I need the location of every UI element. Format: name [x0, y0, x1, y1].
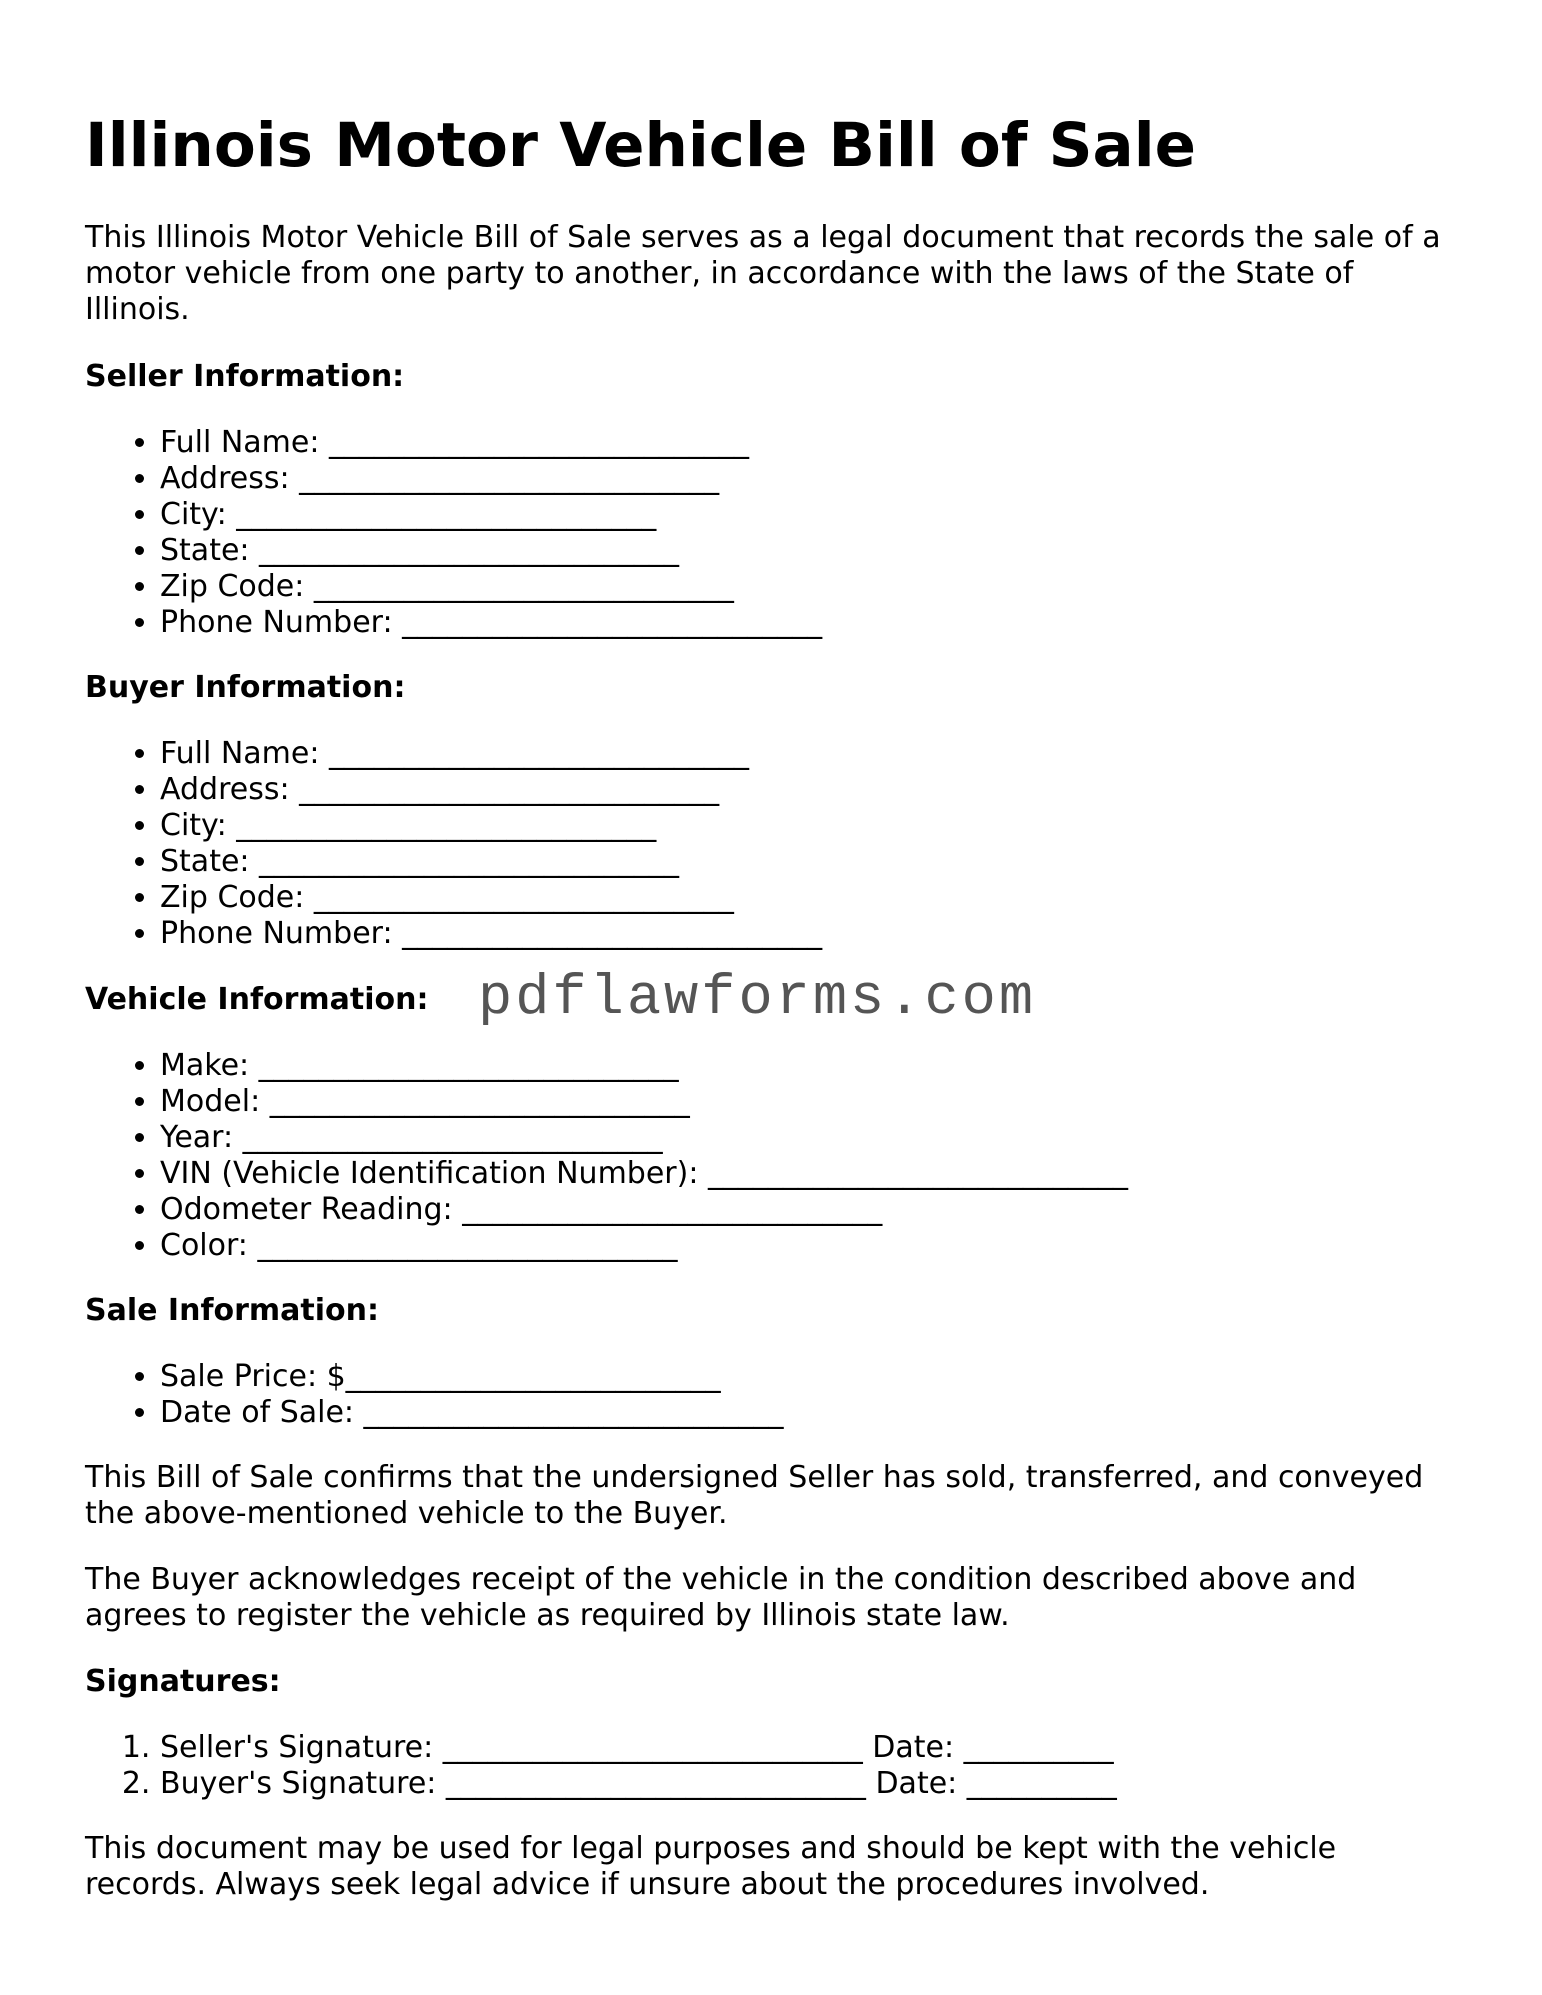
intro-paragraph: This Illinois Motor Vehicle Bill of Sale serves as a legal document that records the sale of a motor vehicle from one party to another, in accordance with the laws of the State of Illinois. [85, 220, 1441, 327]
signatures-heading: Signatures: [85, 1664, 281, 1699]
seller-zip-field[interactable]: • Zip Code: ____________________________ [160, 569, 822, 605]
seller-phone-field[interactable]: • Phone Number: ____________________________ [160, 605, 822, 641]
signatures-list [85, 1730, 1117, 1802]
sale-date-field[interactable]: • Date of Sale: ____________________________ [160, 1395, 784, 1431]
confirmation-paragraph: This Bill of Sale confirms that the undersigned Seller has sold, transferred, and conveyed the above-mentioned vehicle to the Buyer. [85, 1460, 1424, 1531]
sale-heading: Sale Information: [85, 1293, 379, 1328]
buyer-signature-field[interactable]: 2. Buyer's Signature: ____________________________ Date: __________ [160, 1766, 1117, 1802]
seller-city-field[interactable]: • City: ____________________________ [160, 497, 822, 533]
seller-signature-field[interactable]: 1. Seller's Signature: ____________________________ Date: __________ [160, 1730, 1117, 1766]
seller-fields-list [85, 425, 822, 641]
buyer-full-name-field[interactable]: • Full Name: ____________________________ [160, 736, 822, 772]
acknowledgement-paragraph: The Buyer acknowledges receipt of the vehicle in the condition described above and agrees to register the vehicle as required by Illinois state law. [85, 1562, 1357, 1633]
vehicle-year-field[interactable]: • Year: ____________________________ [160, 1120, 1128, 1156]
buyer-zip-field[interactable]: • Zip Code: ____________________________ [160, 880, 822, 916]
sale-fields-list [85, 1359, 784, 1431]
vehicle-odometer-field[interactable]: • Odometer Reading: ____________________________ [160, 1192, 1128, 1228]
watermark-text: pdflawforms.com [478, 967, 1037, 1031]
closing-paragraph: This document may be used for legal purposes and should be kept with the vehicle records. Always seek legal advice if unsure about the procedures involved. [85, 1831, 1337, 1902]
vehicle-fields-list [85, 1048, 1128, 1264]
buyer-address-field[interactable]: • Address: ____________________________ [160, 772, 822, 808]
seller-full-name-field[interactable]: • Full Name: ____________________________ [160, 425, 822, 461]
sale-price-field[interactable]: • Sale Price: $_________________________ [160, 1359, 784, 1395]
vehicle-make-field[interactable]: • Make: ____________________________ [160, 1048, 1128, 1084]
seller-state-field[interactable]: • State: ____________________________ [160, 533, 822, 569]
buyer-city-field[interactable]: • City: ____________________________ [160, 808, 822, 844]
seller-address-field[interactable]: • Address: ____________________________ [160, 461, 822, 497]
document-title: Illinois Motor Vehicle Bill of Sale [85, 110, 1196, 181]
vehicle-model-field[interactable]: • Model: ____________________________ [160, 1084, 1128, 1120]
vehicle-vin-field[interactable]: • VIN (Vehicle Identification Number): ____________________________ [160, 1156, 1128, 1192]
buyer-heading: Buyer Information: [85, 670, 406, 705]
buyer-phone-field[interactable]: • Phone Number: ____________________________ [160, 916, 822, 952]
buyer-state-field[interactable]: • State: ____________________________ [160, 844, 822, 880]
seller-heading: Seller Information: [85, 359, 405, 394]
buyer-fields-list [85, 736, 822, 952]
vehicle-color-field[interactable]: • Color: ____________________________ [160, 1228, 1128, 1264]
vehicle-heading: Vehicle Information: [85, 982, 429, 1017]
